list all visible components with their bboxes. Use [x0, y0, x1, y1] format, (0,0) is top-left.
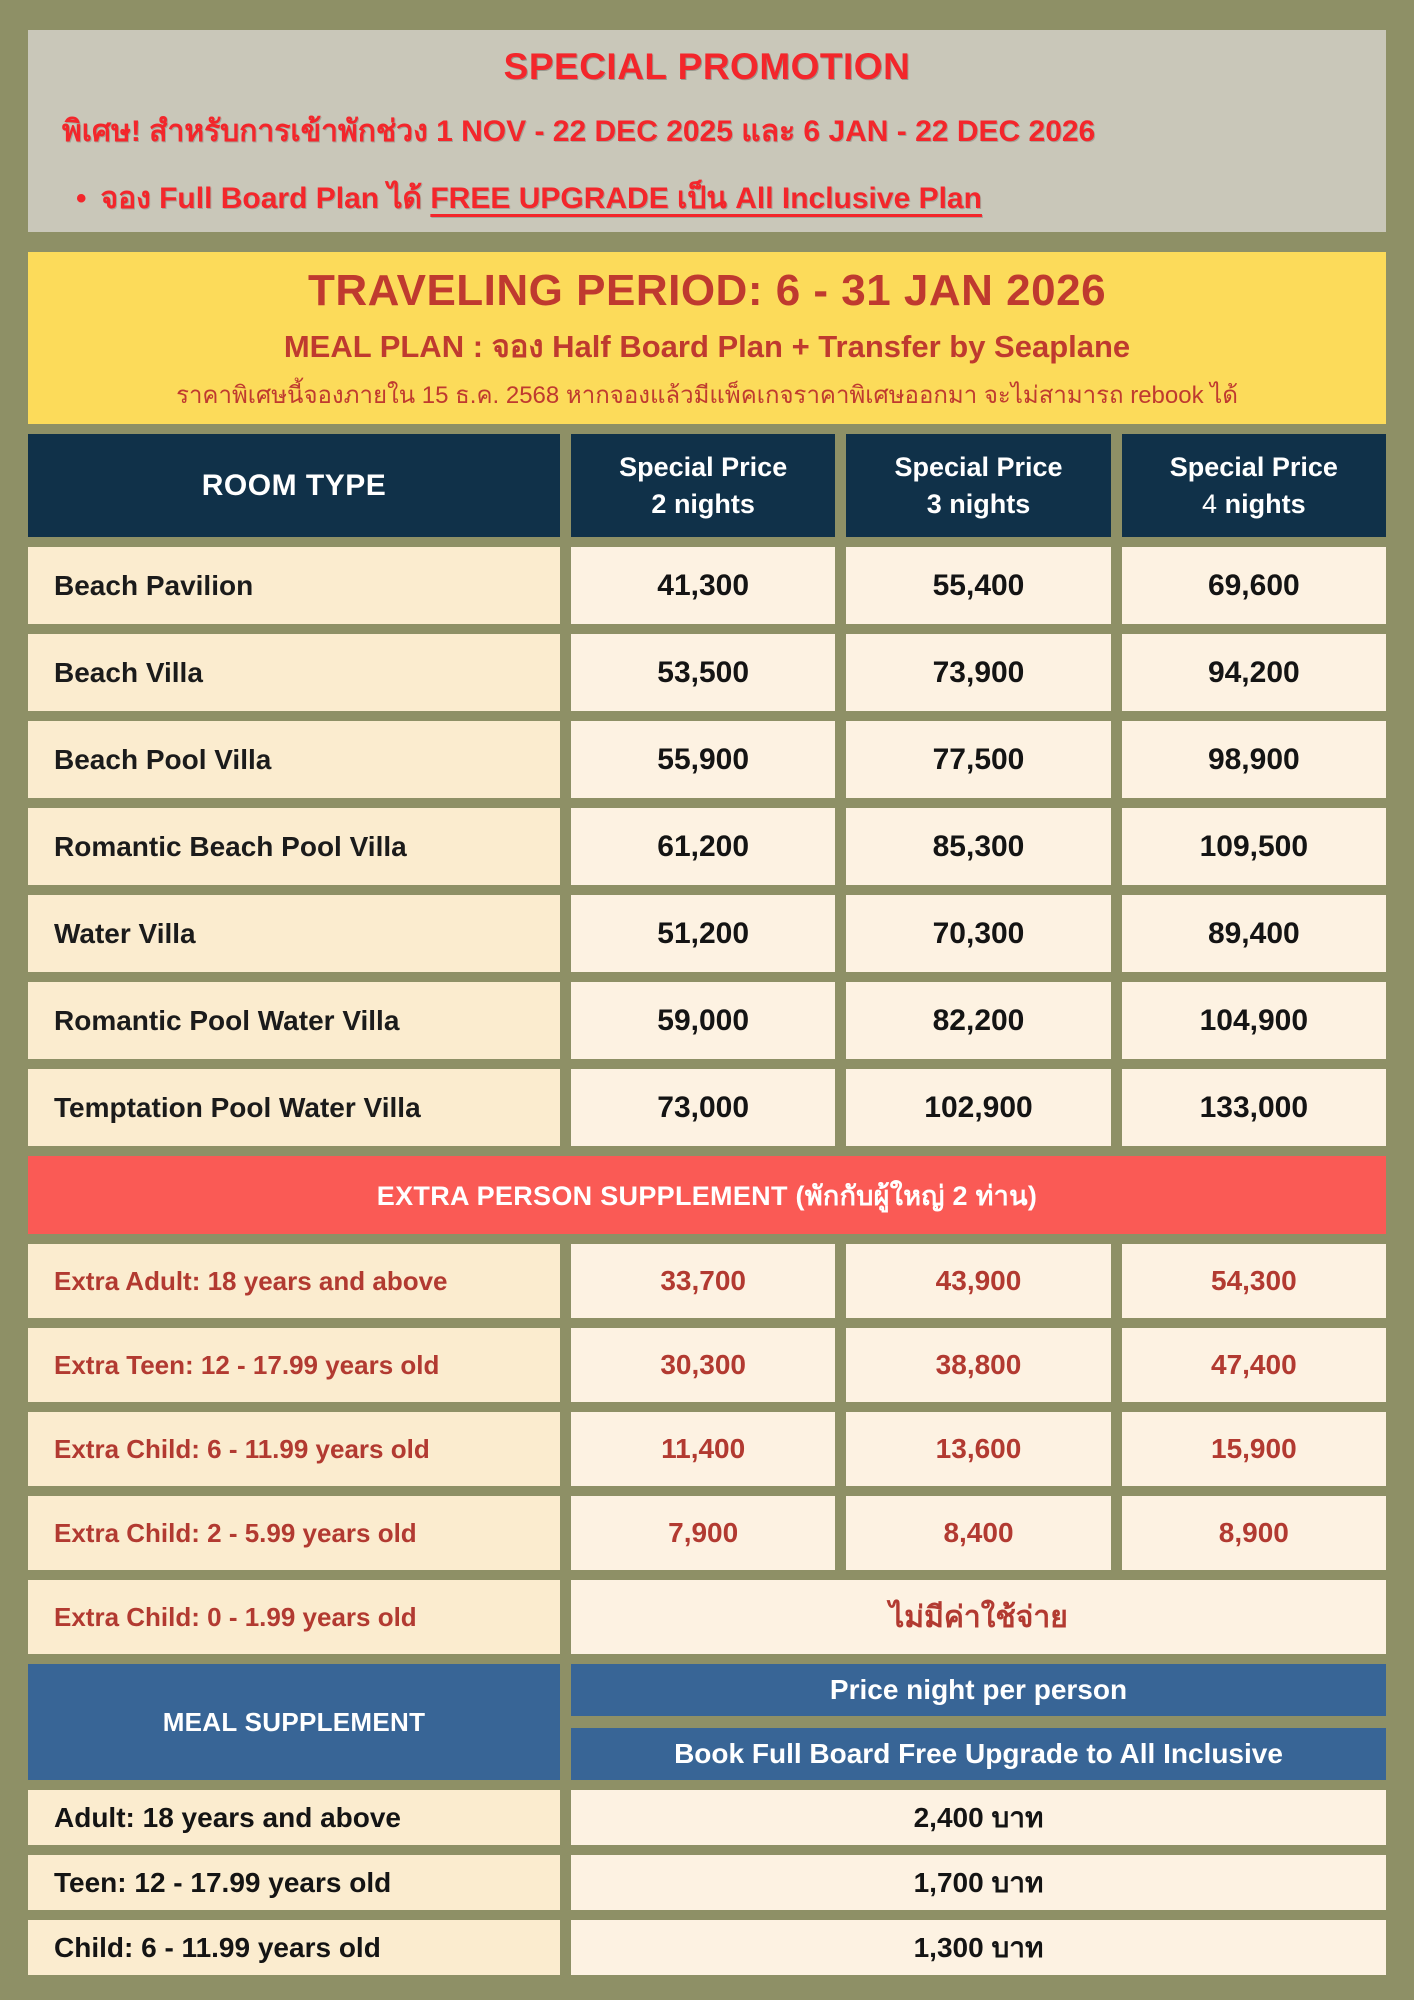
extra-row-label: Extra Teen: 12 - 17.99 years old — [28, 1328, 560, 1402]
room-price-3n: 70,300 — [846, 895, 1110, 972]
header-price-3-line2 — [927, 486, 1031, 522]
meal-supplement-subheaders — [571, 1664, 1386, 1780]
room-price-4n: 109,500 — [1122, 808, 1386, 885]
room-price-4n: 98,900 — [1122, 721, 1386, 798]
extra-price-4n: 54,300 — [1122, 1244, 1386, 1318]
room-price-3n: 102,900 — [846, 1069, 1110, 1146]
room-price-4n: 133,000 — [1122, 1069, 1386, 1146]
full-board-upgrade-header: Book Full Board Free Upgrade to All Inclusive — [571, 1728, 1386, 1780]
extra-price-3n: 8,400 — [846, 1496, 1110, 1570]
traveling-period-title: TRAVELING PERIOD: 6 - 31 JAN 2026 — [307, 266, 1107, 315]
room-price-3n: 85,300 — [846, 808, 1110, 885]
booking-note: ราคาพิเศษนี้จองภายใน 15 ธ.ค. 2568 หากจองแล้วมีแพ็คเกจราคาพิเศษออกมา จะไม่สามารถ rebook ได้ — [176, 382, 1238, 409]
header-price-4-line2 — [1202, 486, 1306, 522]
extra-price-3n: 43,900 — [846, 1244, 1110, 1318]
header-price-2-line2 — [651, 486, 755, 522]
traveling-period-box — [28, 252, 1386, 424]
extra-price-2n: 30,300 — [571, 1328, 835, 1402]
extra-price-4n: 15,900 — [1122, 1412, 1386, 1486]
extra-person-supplement-banner: EXTRA PERSON SUPPLEMENT (พักกับผู้ใหญ่ 2 ท่าน) — [28, 1156, 1386, 1234]
header-price-2-num: 2 — [651, 488, 667, 519]
header-price-4-num: 4 — [1202, 488, 1218, 519]
header-price-4-nights — [1122, 434, 1386, 537]
header-price-3-nights — [846, 434, 1110, 537]
room-price-4n: 69,600 — [1122, 547, 1386, 624]
promo-period-line: พิเศษ! สำหรับการเข้าพักช่วง 1 NOV - 22 DEC 2025 และ 6 JAN - 22 DEC 2026 — [62, 115, 1096, 148]
room-name: Beach Pool Villa — [28, 721, 560, 798]
room-price-2n: 55,900 — [571, 721, 835, 798]
header-price-2-line1: Special Price — [619, 452, 788, 483]
extra-price-4n: 47,400 — [1122, 1328, 1386, 1402]
room-price-4n: 104,900 — [1122, 982, 1386, 1059]
room-price-3n: 55,400 — [846, 547, 1110, 624]
extra-infant-free-cell: ไม่มีค่าใช้จ่าย — [571, 1580, 1386, 1654]
room-price-4n: 89,400 — [1122, 895, 1386, 972]
room-price-2n: 51,200 — [571, 895, 835, 972]
meal-supplement-header: MEAL SUPPLEMENT — [28, 1664, 560, 1780]
pricing-table — [28, 434, 1386, 1975]
extra-price-3n: 38,800 — [846, 1328, 1110, 1402]
room-name: Beach Villa — [28, 634, 560, 711]
meal-plan-line: MEAL PLAN : จอง Half Board Plan + Transfer by Seaplane — [283, 328, 1131, 364]
meal-row-label: Teen: 12 - 17.99 years old — [28, 1855, 560, 1910]
meal-row-price: 1,700 บาท — [571, 1855, 1386, 1910]
header-price-4-word: nights — [1224, 488, 1306, 519]
header-price-4-line1: Special Price — [1169, 452, 1338, 483]
price-night-per-person-header: Price night per person — [571, 1664, 1386, 1716]
room-price-2n: 41,300 — [571, 547, 835, 624]
room-price-3n: 82,200 — [846, 982, 1110, 1059]
promo-title: SPECIAL PROMOTION — [503, 46, 911, 87]
meal-row-price: 2,400 บาท — [571, 1790, 1386, 1845]
header-price-2-word: nights — [673, 488, 755, 519]
extra-price-2n: 7,900 — [571, 1496, 835, 1570]
header-price-2-nights — [571, 434, 835, 537]
room-price-2n: 61,200 — [571, 808, 835, 885]
header-room-type: ROOM TYPE — [28, 434, 560, 537]
room-name: Beach Pavilion — [28, 547, 560, 624]
room-name: Temptation Pool Water Villa — [28, 1069, 560, 1146]
extra-price-2n: 11,400 — [571, 1412, 835, 1486]
meal-row-label: Adult: 18 years and above — [28, 1790, 560, 1845]
promo-bullet-prefix: จอง Full Board Plan ได้ — [100, 182, 431, 215]
room-price-2n: 59,000 — [571, 982, 835, 1059]
room-price-2n: 53,500 — [571, 634, 835, 711]
extra-price-3n: 13,600 — [846, 1412, 1110, 1486]
extra-price-4n: 8,900 — [1122, 1496, 1386, 1570]
promo-bullet-underlined: FREE UPGRADE เป็น All Inclusive Plan — [430, 182, 982, 215]
promo-bullet-text — [101, 175, 982, 222]
header-price-3-num: 3 — [926, 488, 942, 519]
room-name: Water Villa — [28, 895, 560, 972]
extra-row-label: Extra Child: 0 - 1.99 years old — [28, 1580, 560, 1654]
room-name: Romantic Beach Pool Villa — [28, 808, 560, 885]
special-promotion-box — [28, 30, 1386, 232]
extra-row-label: Extra Child: 6 - 11.99 years old — [28, 1412, 560, 1486]
room-price-3n: 73,900 — [846, 634, 1110, 711]
promo-bullet-line — [62, 175, 1352, 222]
room-price-2n: 73,000 — [571, 1069, 835, 1146]
extra-row-label: Extra Child: 2 - 5.99 years old — [28, 1496, 560, 1570]
extra-price-2n: 33,700 — [571, 1244, 835, 1318]
bullet-icon: • — [76, 182, 87, 215]
meal-row-label: Child: 6 - 11.99 years old — [28, 1920, 560, 1975]
room-price-4n: 94,200 — [1122, 634, 1386, 711]
room-price-3n: 77,500 — [846, 721, 1110, 798]
room-name: Romantic Pool Water Villa — [28, 982, 560, 1059]
meal-row-price: 1,300 บาท — [571, 1920, 1386, 1975]
extra-row-label: Extra Adult: 18 years and above — [28, 1244, 560, 1318]
header-price-3-line1: Special Price — [894, 452, 1063, 483]
header-price-3-word: nights — [949, 488, 1031, 519]
